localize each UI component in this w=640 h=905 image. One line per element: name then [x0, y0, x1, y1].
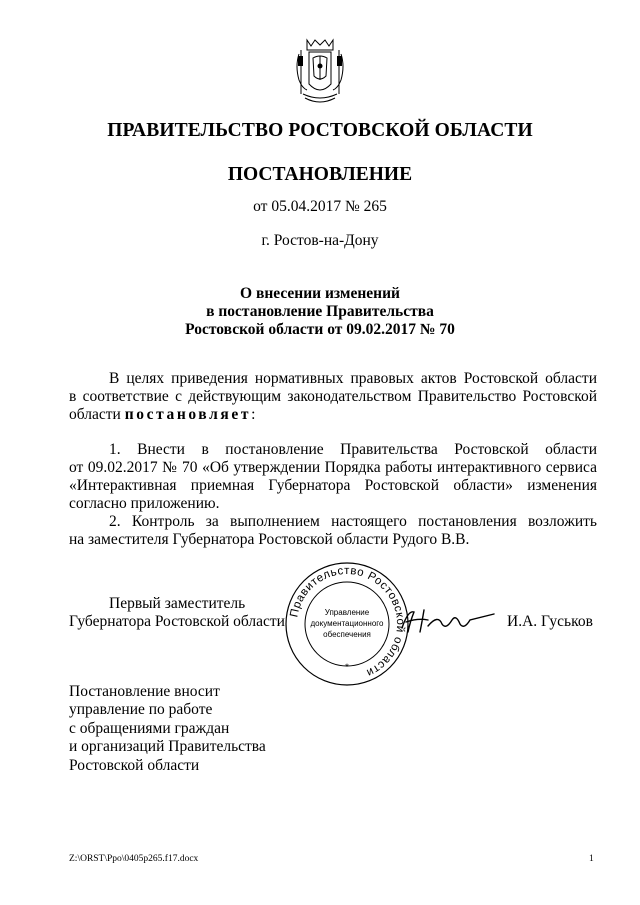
item-1-paragraph: [69, 441, 597, 513]
item-2-paragraph: [69, 513, 597, 549]
stamp-star-icon: *: [345, 662, 349, 671]
stamp-outer-text: Правительство Ростовской области: [288, 564, 407, 679]
stamp-inner-line: обеспечения: [323, 630, 371, 639]
signatory-position: [69, 595, 285, 631]
organization-title: ПРАВИТЕЛЬСТВО РОСТОВСКОЙ ОБЛАСТИ: [107, 120, 533, 141]
note-line: и организаций Правительства: [69, 738, 266, 756]
signatory-name: И.А. Гуськов: [507, 613, 593, 630]
footer-file-path: Z:\ORST\Ppo\0405p265.f17.docx: [69, 854, 199, 864]
stamp-inner-line: документационного: [310, 619, 384, 628]
paragraph-line: согласно приложению.: [69, 495, 220, 512]
paragraph-line: «Интерактивная приемная Губернатора Ростовской области» изменения: [69, 477, 597, 494]
subject-line: Ростовской области от 09.02.2017 № 70: [185, 321, 455, 338]
subject-line: О внесении изменений: [240, 285, 400, 302]
paragraph-line: на заместителя Губернатора Ростовской области Рудого В.В.: [69, 531, 470, 548]
handwritten-signature: [398, 606, 498, 636]
paragraph-line: 2. Контроль за выполнением настоящего постановления возложить: [109, 513, 597, 530]
colon: :: [251, 406, 256, 423]
document-type-title: ПОСТАНОВЛЕНИЕ: [227, 164, 413, 185]
official-round-stamp: [283, 560, 411, 688]
note-line: Ростовской области: [69, 756, 200, 774]
note-line: Постановление вносит: [69, 683, 220, 700]
coat-of-arms-emblem: [293, 36, 347, 106]
preamble-paragraph: [69, 370, 597, 424]
stamp-inner-line: Управление: [324, 608, 370, 617]
position-line: Первый заместитель: [109, 595, 246, 612]
submitter-note: [69, 683, 266, 775]
note-line: управление по работе: [69, 701, 213, 719]
city-line: г. Ростов-на-Дону: [261, 232, 379, 249]
position-line: Губернатора Ростовской области: [69, 613, 285, 630]
paragraph-line: [69, 406, 597, 424]
paragraph-line: В целях приведения нормативных правовых актов Ростовской области: [109, 370, 597, 387]
paragraph-line: от 09.02.2017 № 70 «Об утверждении Порядка работы интерактивного сервиса: [69, 459, 597, 476]
paragraph-line: 1. Внести в постановление Правительства Ростовской области: [109, 441, 597, 458]
preamble-text: области: [69, 406, 125, 423]
subject-line: в постановление Правительства: [206, 303, 434, 320]
date-number-line: от 05.04.2017 № 265: [253, 198, 387, 215]
document-subject: [0, 285, 640, 339]
note-line: с обращениями граждан: [69, 719, 230, 737]
page-number: 1: [589, 854, 594, 864]
paragraph-line: в соответствие с действующим законодательством Правительство Ростовской: [69, 388, 597, 405]
resolves-emphasis: постановляет: [124, 406, 252, 423]
